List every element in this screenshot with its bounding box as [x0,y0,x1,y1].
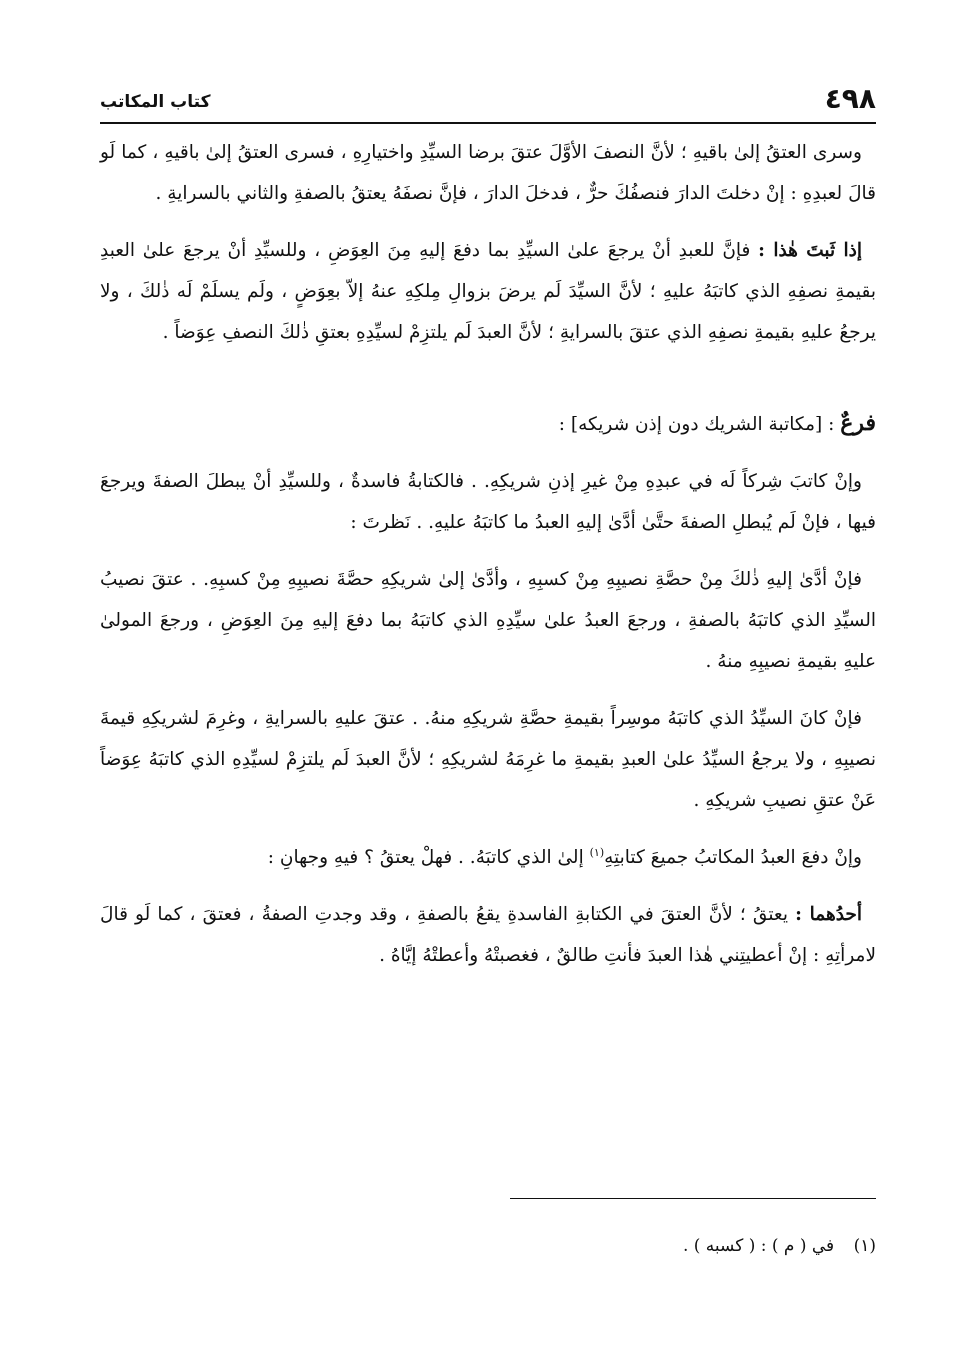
paragraph-lead: أحدُهما : [795,904,862,925]
paragraph-text: فإنَّ للعبدِ أنْ يرجعَ علىٰ السيِّدِ بما دفعَ إليهِ مِنَ العِوَضِ ، وللسيِّدِ أنْ يرجعَ علىٰ العبدِ بقيمةِ نصفِهِ الذي كاتبَهُ عليهِ ؛ لأنَّ السيِّدَ لَم يرضَ بزوالِ مِلكِهِ عنهُ إلاّ بعِوَضٍ ، ولَم يسلَمْ لَه ذٰلكَ ، ولا يرجعُ عليهِ بقيمةِ نصفِهِ الذي عتقَ بالسرايةِ ؛ لأنَّ العبدَ لَم يلتزِمْ لسيِّدِهِ بعتقِ ذٰلكَ النصفِ عِوَضاً . [100,240,876,343]
footnote-reference: (١) [589,845,605,859]
paragraph-5: فإنْ كانَ السيِّدُ الذي كاتبَهُ موسِراً بقيمةِ حصَّةِ شريكِهِ منهُ. . عتقَ عليهِ بالسرايةِ ، وغرِمَ لشريكِهِ قيمةَ نصيبِهِ ، ولا يرجعُ السيِّدُ علىٰ العبدِ بقيمةِ ما غرِمَهُ لشريكِهِ ؛ لأنَّ العبدَ لَم يلتزِمْ لسيِّدِهِ الذي كاتبَهُ عِوَضاً عَنْ عتقِ نصيبِ شريكِهِ . [100,708,876,811]
running-title: كتاب المكاتب [100,92,211,112]
paragraph-text: يعتقُ ؛ لأنَّ العتقَ في الكتابةِ الفاسدةِ يقعُ بالصفةِ ، وقد وجدتِ الصفةُ ، فعتقَ ، كما لَو قالَ لامرأتِهِ : إنْ أعطيتِني هٰذا العبدَ فأنتِ طالقٌ ، فغصبتْهُ وأعطتْهُ إيَّاهُ . [100,904,876,966]
fara-title: : [مكاتبة الشريك دون إذن شريكه] : [558,414,835,435]
section-heading [100,403,876,445]
section-gap [100,369,876,403]
paragraph-7 [100,894,876,976]
paragraph-lead: إذا ثَبتَ هٰذا : [758,240,862,261]
paragraph-6 [100,837,876,878]
paragraph-4: فإنْ أدَّىٰ إليهِ ذٰلكَ مِنْ حصَّةِ نصيبِهِ مِنْ كسبِهِ ، وأدَّىٰ إلىٰ شريكِهِ حصَّةَ نصيبِهِ مِنْ كسبِهِ. . عتقَ نصيبُ السيِّدِ الذي كاتبَهُ بالصفةِ ، ورجعَ العبدُ علىٰ سيِّدِهِ الذي كاتبَهُ بما دفعَ إليهِ مِنَ العِوَضِ ، ورجعَ المولىٰ عليهِ بقيمةِ نصيبِهِ منهُ . [100,569,876,672]
paragraph-2 [100,230,876,353]
paragraph-text: وإنْ دفعَ العبدُ المكاتبُ جميعَ كتابتِهِ [604,847,862,868]
fara-label: فرعٌ [840,410,876,436]
footnote-text: في ( م ) : ( كسبه ) . [682,1236,835,1256]
page-header [100,82,876,124]
main-text [100,132,876,992]
footnote-number: (١) [853,1236,876,1256]
paragraph-3: وإنْ كاتبَ شِركاً لَه في عبدِهِ مِنْ غيرِ إذنِ شريكِهِ. . فالكتابةُ فاسدةٌ ، وللسيِّدِ أنْ يبطلَ الصفةَ ويرجعَ فيها ، فإنْ لَم يُبطلِ الصفةَ حتَّىٰ أدَّىٰ إليهِ العبدُ ما كاتبَهُ عليهِ. . نَظرتَ : [100,471,876,533]
page-number: ٤٩٨ [824,82,876,115]
footnote-divider [510,1198,876,1199]
paragraph-text: إلىٰ الذي كاتبَهُ. . فهلْ يعتقُ ؟ فيهِ وجهانِ : [267,847,584,868]
footnote [100,1236,876,1256]
paragraph-1: وسرى العتقُ إلىٰ باقيهِ ؛ لأنَّ النصفَ الأوَّلَ عتقَ برضا السيِّدِ واختيارِهِ ، فسرى العتقُ إلىٰ باقيهِ ، كما لَو قالَ لعبدِهِ : إنْ دخلتَ الدارَ فنصفُكَ حرٌّ ، فدخلَ الدارَ ، فإنَّ نصفَهُ يعتقُ بالصفةِ والثاني بالسرايةِ . [100,142,876,204]
